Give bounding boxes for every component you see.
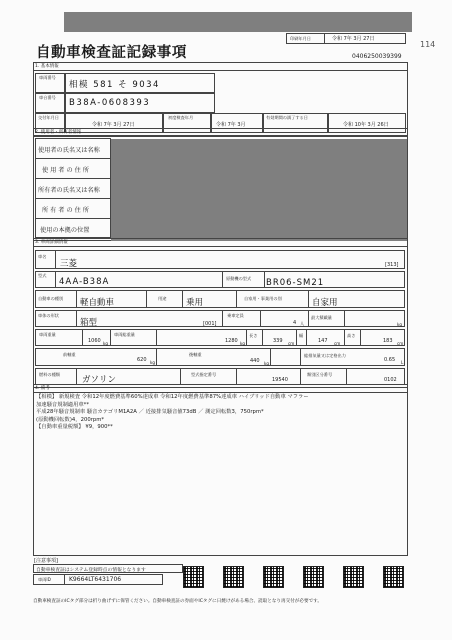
rear-axle: 440 bbox=[250, 358, 260, 364]
max-load-label: 最大積載量 bbox=[311, 315, 332, 320]
qr-code bbox=[303, 566, 324, 588]
type-no-label: 型式指定番号 bbox=[191, 372, 217, 377]
document-number: 0406250039399 bbox=[352, 53, 402, 60]
chassis-no: B38A-0608393 bbox=[69, 98, 151, 108]
chassis-label: 車台番号 bbox=[39, 95, 56, 100]
height-label: 高さ bbox=[347, 333, 356, 338]
displacement-label: 総排気量又は定格出力 bbox=[304, 353, 346, 358]
capacity-unit: 人 bbox=[300, 321, 305, 326]
length: 339 bbox=[273, 338, 283, 344]
rear-axle-label: 後軸重 bbox=[189, 352, 202, 357]
reg-no-label: 車両番号 bbox=[39, 75, 56, 80]
first-reg: 令和 7年 3月 bbox=[216, 122, 246, 128]
engine: BR06-SM21 bbox=[266, 278, 325, 288]
length-unit: cm bbox=[288, 341, 295, 346]
qr-code bbox=[343, 566, 364, 588]
maker: 三菱 bbox=[60, 259, 78, 269]
private: 自家用 bbox=[312, 298, 338, 308]
displacement-unit: L bbox=[401, 360, 404, 365]
first-reg-label: 初度検査年月 bbox=[168, 115, 194, 120]
expiry-date: 令和 10年 3月 26日 bbox=[343, 122, 389, 128]
width-unit: cm bbox=[334, 341, 341, 346]
expiry-label: 有効期間の満了する日 bbox=[266, 115, 308, 120]
issue-date-label: 交付年月日 bbox=[38, 115, 59, 120]
capacity-label: 乗車定員 bbox=[227, 313, 244, 318]
base-location-label: 使用の本拠の位置 bbox=[40, 227, 90, 234]
engine-label: 原動機の型式 bbox=[226, 276, 252, 281]
bottom-note: 自動車検査証のICタグ部分は折り曲げずに保管ください。自動車検査証の券面やICタグに日焼けがある場合、読取となり再交付が必要です。 bbox=[33, 599, 322, 604]
body-code: [001] bbox=[203, 321, 217, 327]
user-address-label: 使 用 者 の 住 所 bbox=[42, 167, 89, 174]
note-line: 【相模】 新規検査 令和12年度燃費基準60%達成車 令和12年度燃費基準87%達成車 ハイブリッド自動車 マフラー bbox=[36, 394, 309, 400]
page-title: 自動車検査証記録事項 bbox=[36, 45, 187, 61]
use: 乗用 bbox=[186, 298, 204, 308]
section-1-heading: 1. 基本情報 bbox=[35, 64, 59, 69]
note-line: 加速騒音規制適用車** bbox=[36, 401, 89, 408]
issue-date: 令和 7年 3月 27日 bbox=[92, 122, 135, 128]
kind-label: 自動車の種別 bbox=[38, 296, 64, 301]
qr-code bbox=[223, 566, 244, 588]
user-name-label: 使用者の氏名又は名称 bbox=[38, 147, 100, 154]
car-id-label: 車両ID bbox=[38, 577, 51, 582]
car-id: K9664LT6431706 bbox=[69, 576, 122, 583]
gross-label: 車両総重量 bbox=[114, 332, 135, 337]
weight-unit: kg bbox=[103, 341, 109, 346]
redacted-header-bar bbox=[64, 12, 412, 32]
class-no: 0102 bbox=[384, 377, 397, 383]
section-4-heading: 4. 備考 bbox=[35, 386, 50, 391]
handwritten-note: 114 bbox=[420, 40, 436, 49]
qr-code bbox=[183, 566, 204, 588]
maker-code: [313] bbox=[385, 262, 399, 268]
redacted-owner-info bbox=[111, 139, 407, 241]
print-date-label: 印刷年月日 bbox=[290, 36, 311, 41]
front-axle: 620 bbox=[137, 357, 147, 363]
note-line: 平成28年騒音規制車 騒音カテゴリM1A2A ／ 近接排気騒音値73dB ／ 測定回転数3，750rpm* bbox=[36, 409, 264, 415]
section-2-heading: 2. 使用者・所有者情報 bbox=[35, 130, 82, 135]
kind: 軽自動車 bbox=[80, 298, 115, 308]
front-axle-unit: kg bbox=[150, 360, 156, 365]
maker-label: 車名 bbox=[38, 254, 47, 259]
reg-no: 相模 581 そ 9034 bbox=[69, 80, 160, 90]
length-label: 長さ bbox=[249, 333, 258, 338]
front-axle-label: 前軸重 bbox=[63, 352, 76, 357]
height: 183 bbox=[383, 338, 393, 344]
model-label: 型式 bbox=[38, 273, 47, 278]
max-load-unit: kg bbox=[397, 322, 403, 327]
fuel: ガソリン bbox=[82, 375, 117, 385]
body-label: 車体の形状 bbox=[38, 313, 59, 318]
note-line: 【自動車重量税額】 ¥9，900** bbox=[36, 424, 113, 430]
class-no-label: 類別区分番号 bbox=[307, 372, 333, 377]
maker-row bbox=[35, 250, 405, 269]
owner-name-label: 所有者の氏名又は名称 bbox=[38, 187, 100, 194]
gross: 1280 bbox=[225, 338, 238, 344]
caution-text: 自動車検査証はシステム登録時点の情報となります bbox=[36, 568, 146, 573]
axle-row bbox=[35, 348, 405, 366]
height-unit: cm bbox=[397, 341, 404, 346]
owner-address-label: 所 有 者 の 住 所 bbox=[42, 207, 89, 214]
width-label: 幅 bbox=[299, 333, 304, 338]
model: 4AA-B38A bbox=[59, 277, 110, 287]
width: 147 bbox=[318, 338, 328, 344]
gross-unit: kg bbox=[240, 341, 246, 346]
print-date: 令和 7年 3月 27日 bbox=[332, 36, 375, 42]
displacement: 0.65 bbox=[384, 357, 396, 363]
use-label: 用途 bbox=[158, 296, 167, 301]
private-label: 自家用・事業用の別 bbox=[244, 296, 282, 301]
caution-title: [注意事項] bbox=[34, 558, 58, 564]
type-no: 19540 bbox=[272, 377, 288, 383]
fuel-label: 燃料の種類 bbox=[39, 372, 60, 377]
notes-block bbox=[36, 394, 406, 432]
note-line: (原動機回転数)4，200rpm* bbox=[36, 416, 105, 423]
qr-code bbox=[263, 566, 284, 588]
weight-label: 車両重量 bbox=[39, 332, 56, 337]
qr-code bbox=[383, 566, 404, 588]
weight: 1060 bbox=[88, 338, 101, 344]
rear-axle-unit: kg bbox=[264, 361, 270, 366]
capacity: 4 bbox=[293, 320, 297, 326]
body: 箱型 bbox=[80, 318, 98, 328]
section-3-heading: 3. 車両詳細情報 bbox=[35, 240, 68, 245]
